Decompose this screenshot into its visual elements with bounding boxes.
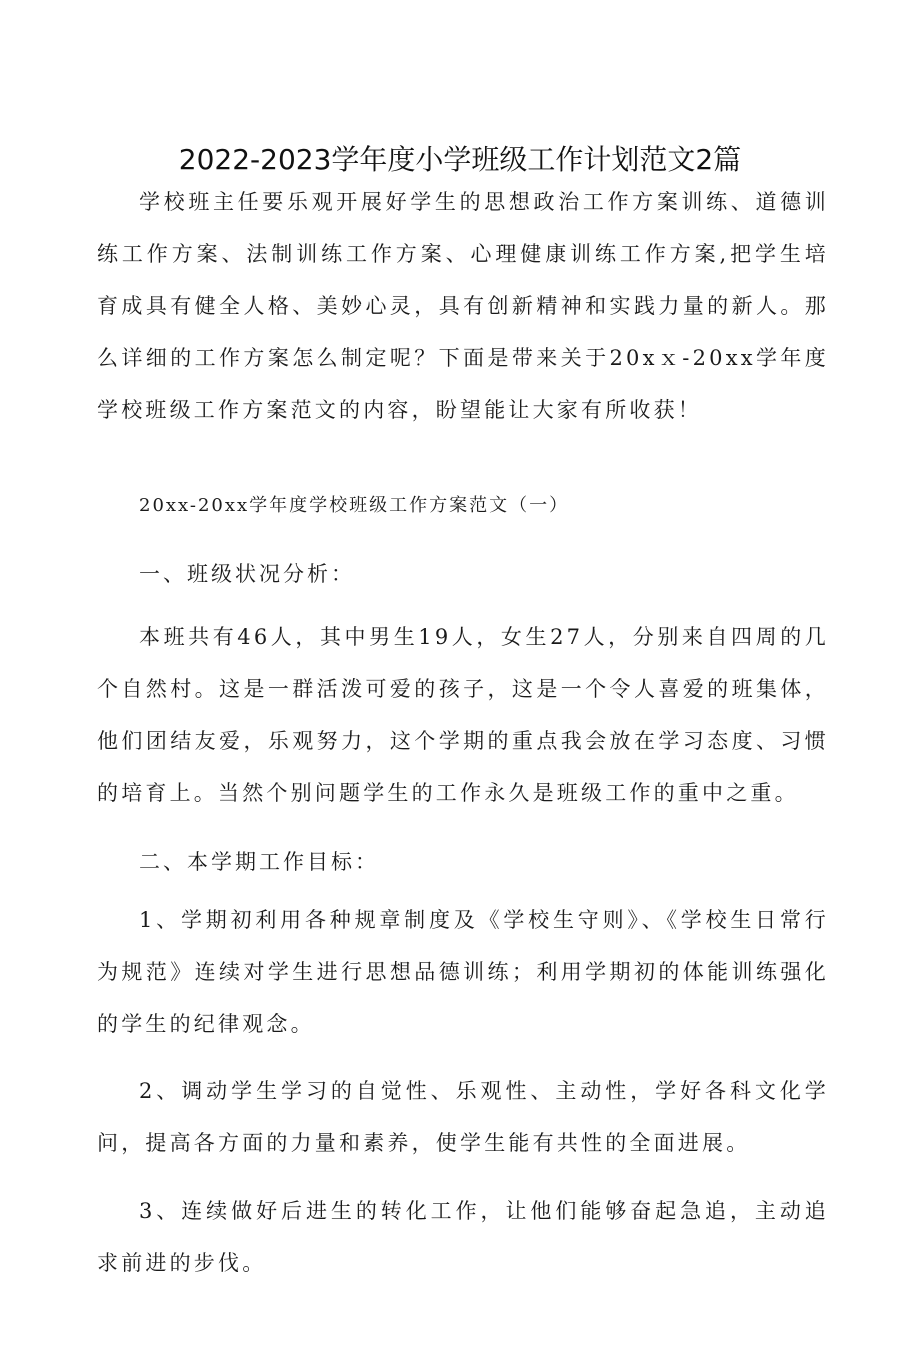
- document-title: 2022-2023学年度小学班级工作计划范文2篇: [178, 143, 742, 176]
- section-subtitle: 20xx-20xx学年度学校班级工作方案范文（一）: [139, 495, 570, 516]
- section1-paragraph: 本班共有46人，其中男生19人，女生27人，分别来自四周的几个自然村。这是一群活泼可爱的孩子，这是一个令人喜爱的班集体，他们团结友爱，乐观努力，这个学期的重点我会放在学习态度、习惯的培育上。当然个别问题学生的工作永久是班级工作的重中之重。: [97, 625, 829, 805]
- goal-item-2: 2、调动学生学习的自觉性、乐观性、主动性，学好各科文化学问，提高各方面的力量和素养，使学生能有共性的全面进展。: [97, 1079, 829, 1155]
- intro-paragraph: 学校班主任要乐观开展好学生的思想政治工作方案训练、道德训练工作方案、法制训练工作方案、心理健康训练工作方案,把学生培育成具有健全人格、美妙心灵，具有创新精神和实践力量的新人。那么详细的工作方案怎么制定呢？下面是带来关于20xｘ-20xx学年度学校班级工作方案范文的内容，盼望能让大家有所收获！: [97, 190, 829, 422]
- section1-heading: 一、班级状况分析：: [139, 562, 355, 586]
- section2-heading: 二、本学期工作目标：: [139, 850, 379, 874]
- goal-item-3: 3、连续做好后进生的转化工作，让他们能够奋起急追，主动追求前进的步伐。: [97, 1199, 829, 1275]
- goal-item-1: 1、学期初利用各种规章制度及《学校生守则》、《学校生日常行为规范》连续对学生进行思想品德训练；利用学期初的体能训练强化的学生的纪律观念。: [97, 908, 829, 1036]
